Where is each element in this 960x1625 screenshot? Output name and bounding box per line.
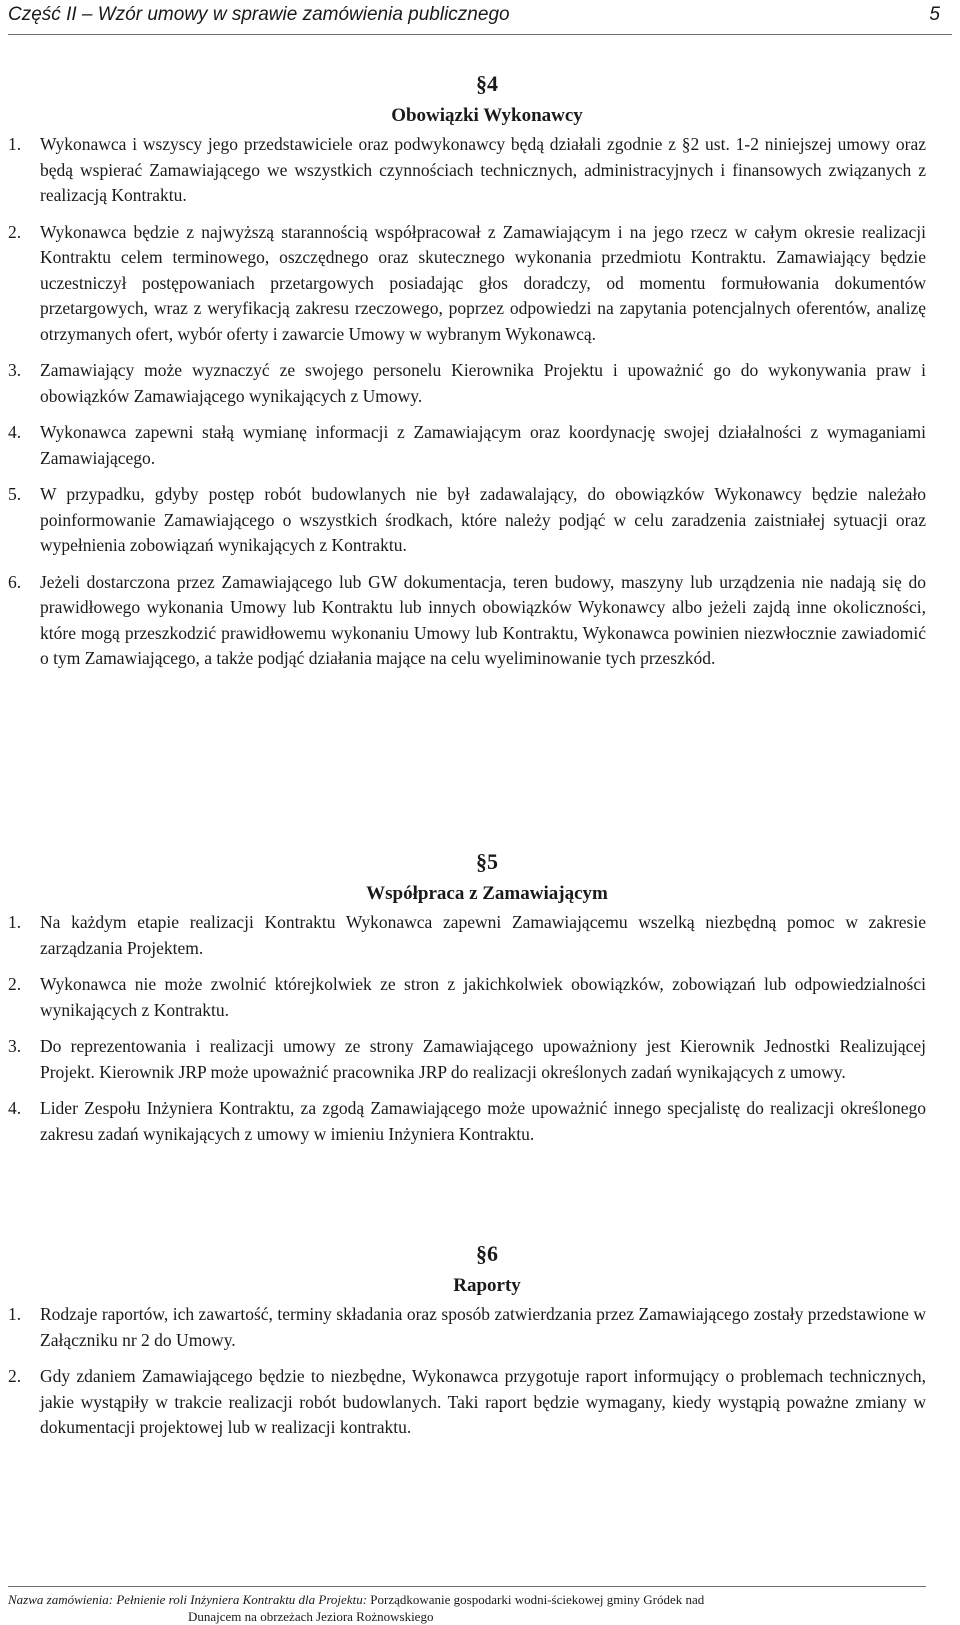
item-text: Na każdym etapie realizacji Kontraktu Wykonawca zapewni Zamawiającemu wszelką niezbędną pomoc w zakresie zarządzania Projektem.: [40, 912, 926, 958]
item-text: W przypadku, gdyby postęp robót budowlanych nie był zadawalający, do obowiązków Wykonawcy będzie należało poinformowanie Zamawiającego o wszystkich środkach, które należy podjąć w celu zaradzenia zaistniałej sytuacji oraz wypełnienia zobowiązań wynikających z Kontraktu.: [40, 484, 926, 555]
section-4: [8, 70, 926, 683]
page-header: [8, 0, 952, 35]
item-number: 1.: [8, 134, 22, 154]
item-text: Lider Zespołu Inżyniera Kontraktu, za zgodą Zamawiającego może upoważnić innego specjalistę do realizacji określonego zakresu zadań wynikających z umowy w imieniu Inżyniera Kontraktu.: [40, 1098, 926, 1144]
section-number: §4: [476, 71, 498, 96]
item-text: Jeżeli dostarczona przez Zamawiającego lub GW dokumentacja, teren budowy, maszyny lub urządzenia nie nadają się do prawidłowego wykonania Umowy lub Kontraktu lub innych obowiązków Wykonawcy albo jeżeli zajdą inne okoliczności, które mogą przeszkodzić prawidłowemu wykonaniu Umowy lub Kontraktu, Wykonawca powinien niezwłocznie zawiadomić o tym Zamawiającego, a także podjąć działania mające na celu wyeliminowanie tych przeszkód.: [40, 571, 926, 668]
list-item: [8, 132, 926, 209]
footer-project-name: Porządkowanie gospodarki wodni-ściekowej gminy Gródek nad: [370, 1592, 705, 1607]
item-number: 4.: [8, 422, 22, 442]
section-items: [8, 910, 926, 1147]
section-title: Współpraca z Zamawiającym: [366, 883, 608, 904]
item-number: 3.: [8, 360, 22, 380]
item-number: 1.: [8, 912, 22, 932]
section-5: [8, 848, 926, 1158]
item-text: Do reprezentowania i realizacji umowy ze strony Zamawiającego upoważniony jest Kierownik Jednostki Realizującej Projekt. Kierownik JRP może upoważnić pracownika JRP do realizacji określonych zadań wynikających z umowy.: [40, 1036, 926, 1082]
item-text: Gdy zdaniem Zamawiającego będzie to niezbędne, Wykonawca przygotuje raport informujący o problemach technicznych, jakie wystąpiły w trakcie realizacji robót budowlanych. Taki raport będzie wymagany, kiedy wystąpią poważne zmiany w dokumentacji projektowej lub w realizacji kontraktu.: [40, 1366, 926, 1437]
section-6: [8, 1240, 926, 1452]
list-item: [8, 1302, 926, 1353]
item-number: 6.: [8, 571, 22, 592]
item-text: Rodzaje raportów, ich zawartość, terminy składania oraz sposób zatwierdzania przez Zamawiającego zostały przedstawione w Załączniku nr 2 do Umowy.: [40, 1304, 926, 1350]
item-number: 2.: [8, 974, 22, 994]
section-title: Obowiązki Wykonawcy: [391, 105, 583, 126]
list-item: [8, 1364, 926, 1441]
item-text: Wykonawca zapewni stałą wymianę informacji z Zamawiającym oraz koordynację swojej działalności z wymaganiami Zamawiającego.: [40, 422, 926, 468]
section-items: [8, 132, 926, 672]
document-title: Część II – Wzór umowy w sprawie zamówienia publicznego: [8, 4, 510, 25]
section-items: [8, 1302, 926, 1441]
page-number: 5: [929, 4, 940, 25]
item-text: Zamawiający może wyznaczyć ze swojego personelu Kierownika Projektu i upoważnić go do wykonywania praw i obowiązków Zamawiającego wynikających z Umowy.: [40, 360, 926, 406]
item-number: 2.: [8, 221, 22, 242]
list-item: [8, 1034, 926, 1085]
list-item: [8, 972, 926, 1023]
list-item: [8, 910, 926, 961]
item-number: 5.: [8, 484, 22, 504]
item-text: Wykonawca i wszyscy jego przedstawiciele oraz podwykonawcy będą działali zgodnie z §2 ust. 1-2 niniejszej umowy oraz będą wspierać Zamawiającego we wszystkich czynnościach technicznych, administracyjnych i finansowych związanych z realizacją Kontraktu.: [40, 134, 926, 205]
footer-label: Nazwa zamówienia: Pełnienie roli Inżyniera Kontraktu dla Projektu:: [8, 1592, 368, 1607]
section-number: §6: [476, 1241, 498, 1266]
list-item: [8, 220, 926, 348]
list-item: [8, 482, 926, 559]
item-text: Wykonawca nie może zwolnić którejkolwiek ze stron z jakichkolwiek obowiązków, zobowiązań lub odpowiedzialności wynikających z Kontraktu.: [40, 974, 926, 1020]
page-footer: [8, 1586, 926, 1625]
footer-project-name-cont: Dunajcem na obrzeżach Jeziora Rożnowskiego: [188, 1609, 434, 1624]
section-title: Raporty: [453, 1275, 521, 1296]
list-item: [8, 570, 926, 672]
list-item: [8, 1096, 926, 1147]
list-item: [8, 420, 926, 471]
list-item: [8, 358, 926, 409]
item-number: 4.: [8, 1098, 22, 1118]
item-number: 2.: [8, 1366, 22, 1386]
item-number: 1.: [8, 1304, 22, 1324]
item-number: 3.: [8, 1036, 22, 1056]
section-number: §5: [476, 849, 498, 874]
item-text: Wykonawca będzie z najwyższą starannością współpracował z Zamawiającym i na jego rzecz w całym okresie realizacji Kontraktu celem terminowego, oszczędnego oraz skutecznego wykonania przedmiotu Kontraktu. Zamawiający będzie uczestniczył postępowaniach przetargowych posiadając głos doradczy, od momentu formułowania dokumentów przetargowych, wraz z weryfikacją zakresu rzeczowego, poprzez odpowiedzi na zapytania potencjalnych oferentów, analizę otrzymanych ofert, wybór oferty i zawarcie Umowy w wybranym Wykonawcą.: [40, 221, 926, 344]
